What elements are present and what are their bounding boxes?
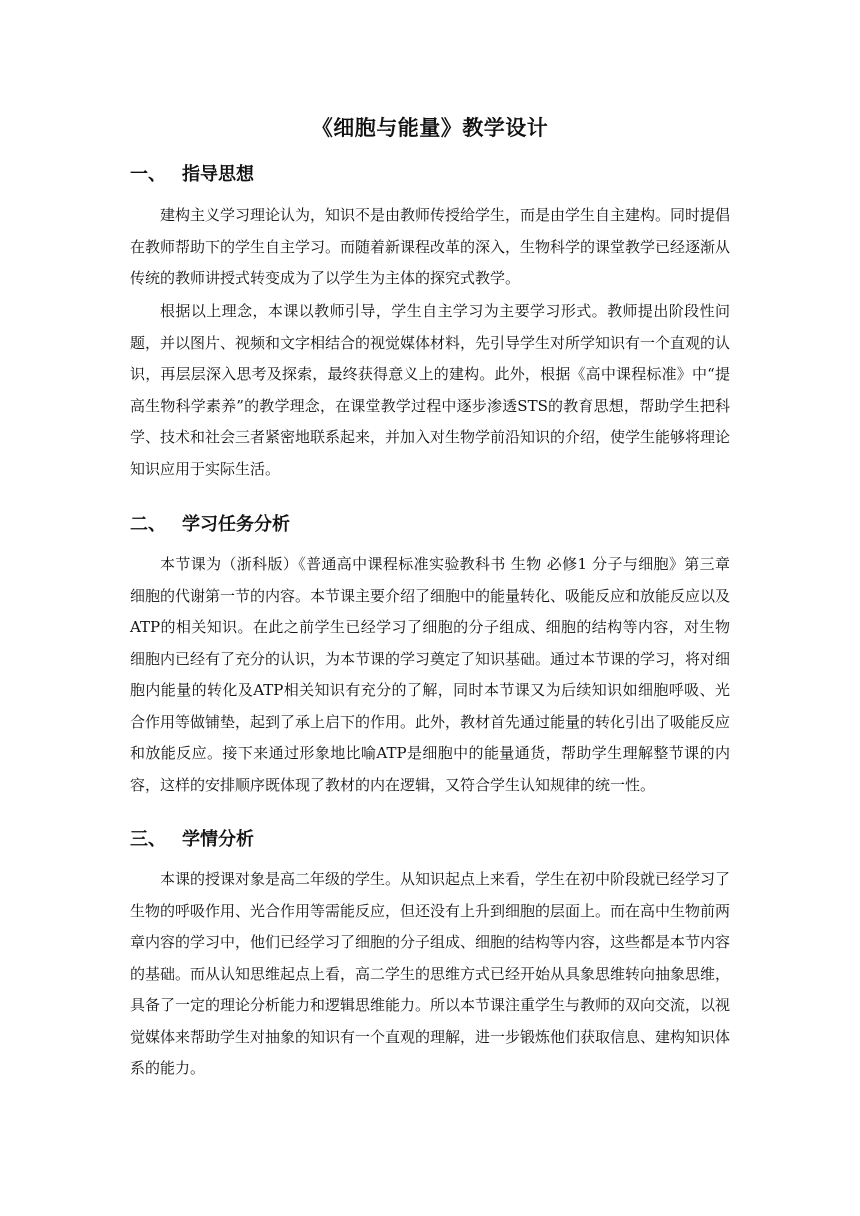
section-heading-1: [130, 160, 254, 186]
section-number: 一、: [130, 164, 166, 185]
section-number: 三、: [130, 829, 166, 850]
paragraph: 本节课为（浙科版）《普通高中课程标准实验教科书 生物 必修1 分子与细胞》第三章细胞的代谢第一节的内容。本节课主要介绍了细胞中的能量转化、吸能反应和放能反应以及ATP的相关知识。在此之前学生已经学习了细胞的分子组成、细胞的结构等内容，对生物细胞内已经有了充分的认识，为本节课的学习奠定了知识基础。通过本节课的学习，将对细胞内能量的转化及ATP相关知识有充分的了解，同时本节课又为后续知识如细胞呼吸、光合作用等做铺垫，起到了承上启下的作用。此外，教材首先通过能量的转化引出了吸能反应和放能反应。接下来通过形象地比喻ATP是细胞中的能量通货，帮助学生理解整节课的内容，这样的安排顺序既体现了教材的内在逻辑，又符合学生认知规律的统一性。: [130, 555, 731, 794]
section-title: 学习任务分析: [182, 514, 290, 535]
section-title: 指导思想: [182, 164, 254, 185]
paragraph: 本课的授课对象是高二年级的学生。从知识起点上来看，学生在初中阶段就已经学习了生物的呼吸作用、光合作用等需能反应，但还没有上升到细胞的层面上。而在高中生物前两章内容的学习中，他们已经学习了细胞的分子组成、细胞的结构等内容，这些都是本节内容的基础。而从认知思维起点上看，高二学生的思维方式已经开始从具象思维转向抽象思维，具备了一定的理论分析能力和逻辑思维能力。所以本节课注重学生与教师的双向交流，以视觉媒体来帮助学生对抽象的知识有一个直观的理解，进一步锻炼他们获取信息、建构知识体系的能力。: [130, 870, 731, 1077]
paragraph: 根据以上理念，本课以教师引导，学生自主学习为主要学习形式。教师提出阶段性问题，并以图片、视频和文字相结合的视觉媒体材料，先引导学生对所学知识有一个直观的认识，再层层深入思考及探索，最终获得意义上的建构。此外，根据《高中课程标准》中“提高生物科学素养”的教学理念，在课堂教学过程中逐步渗透STS的教育思想，帮助学生把科学、技术和社会三者紧密地联系起来，并加入对生物学前沿知识的介绍，使学生能够将理论知识应用于实际生活。: [130, 302, 731, 478]
section-heading-3: [130, 825, 254, 851]
section-title: 学情分析: [182, 829, 254, 850]
paragraph: 建构主义学习理论认为，知识不是由教师传授给学生，而是由学生自主建构。同时提倡在教师帮助下的学生自主学习。而随着新课程改革的深入，生物科学的课堂教学已经逐渐从传统的教师讲授式转变成为了以学生为主体的探究式教学。: [130, 206, 731, 287]
document-title: 《细胞与能量》教学设计: [311, 115, 549, 140]
section-number: 二、: [130, 514, 166, 535]
section-heading-2: [130, 510, 290, 536]
